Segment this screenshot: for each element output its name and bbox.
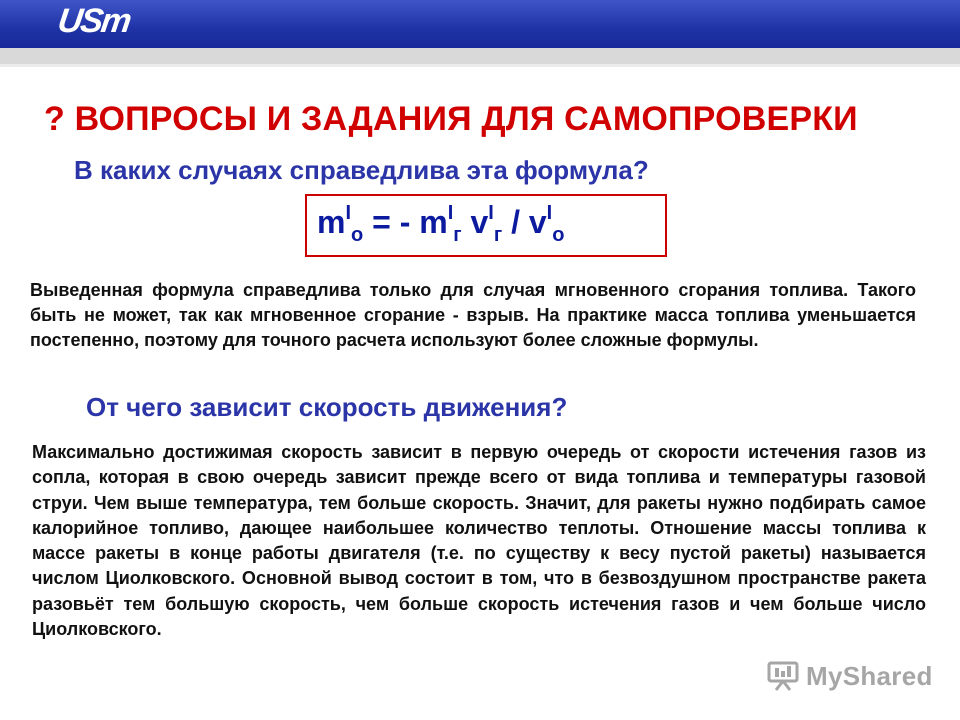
formula-t1-sup: I <box>447 202 454 224</box>
formula-lhs-sub: о <box>351 224 364 246</box>
header-divider <box>0 48 960 64</box>
header-bar <box>0 0 960 48</box>
formula-t2-sub: г <box>493 224 503 246</box>
formula-t3-sup: I <box>546 202 553 224</box>
formula-equals: = - <box>363 204 420 240</box>
watermark <box>766 656 933 696</box>
slide-title: ? ВОПРОСЫ И ЗАДАНИЯ ДЛЯ САМОПРОВЕРКИ <box>44 100 858 138</box>
formula <box>317 202 565 246</box>
answer-1: Выведенная формула справедлива только для случая мгновенного сгорания топлива. Такого быть не может, так как мгновенное сгорание - взрыв. На практике масса топлива уменьшается постепенно, поэтому для точного расчета используют более сложные формулы. <box>30 280 916 350</box>
formula-t2-base: v <box>461 204 489 240</box>
formula-lhs-sup: I <box>345 202 352 224</box>
formula-t1-sub: г <box>453 224 462 246</box>
formula-t3-base: v <box>528 204 547 240</box>
watermark-text: MyShared <box>806 660 933 691</box>
answer-2: Максимально достижимая скорость зависит в первую очередь от скорости истечения газов из сопла, которая в свою очередь зависит прежде всего от вида топлива и температуры газовой струи. Чем выше температура, тем больше скорость. Значит, для ракеты нужно подбирать самое калорийное топливо, дающее наибольшее количество теплоты. Отношение массы топлива к массе ракеты в конце работы двигателя (т.е. по существу к весу пустой ракеты) называется числом Циолковского. Основной вывод состоит в том, что в безвоздушном пространстве ракета разовьёт тем большую скорость, чем больше скорость истечения газов и чем больше число Циолковского. <box>32 442 926 640</box>
question-1: В каких случаях справедлива эта формула? <box>74 155 649 185</box>
formula-t1-base: m <box>419 204 448 240</box>
formula-divide: / <box>502 204 529 240</box>
logo: USm <box>55 2 133 40</box>
formula-t2-sup: I <box>488 202 494 224</box>
presentation-board-icon <box>766 660 800 692</box>
question-2: От чего зависит скорость движения? <box>86 392 568 422</box>
formula-box <box>305 194 667 257</box>
header-divider-light <box>0 64 960 67</box>
formula-lhs-base: m <box>317 204 346 240</box>
formula-t3-sub: о <box>552 224 565 246</box>
